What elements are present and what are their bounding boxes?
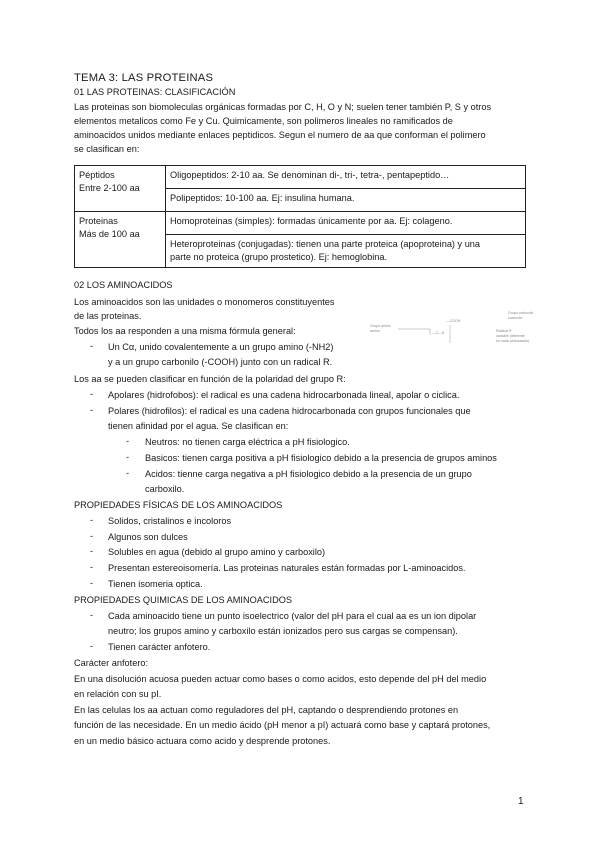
intro-line-1: Las proteinas son biomoleculas orgánicas formadas por C, H, O y N; suelen tener también P, S y otros (74, 102, 492, 112)
table-row (75, 212, 526, 235)
diagram-label: carboxilo (508, 316, 523, 320)
heteroproteinas-line-1: Heteroproteinas (conjugadas): tienen una parte proteica (apoproteina) y una (170, 239, 481, 249)
diagram-label: Grupo amino (370, 324, 391, 328)
section-heading-clasificacion: 01 LAS PROTEINAS: CLASIFICACIÓN (74, 87, 236, 97)
intro-line-3: aminoacidos unidos mediante enlaces peptidicos. Segun el numero de aa que conforman el polimero (74, 130, 486, 140)
diagram-label: en cada aminoacido) (496, 339, 530, 343)
bullet-dash: - (90, 546, 94, 556)
peptidos-range: Entre 2-100 aa (79, 182, 140, 193)
proteinas-range: Más de 100 aa (79, 228, 140, 239)
proteinas-label: Proteinas (79, 216, 118, 226)
acidos-line-1: Acidos: tienne carga negativa a pH fisiologico debido a la presencia de un grupo (145, 469, 472, 479)
anfotero-line-5: en un medio básico actuara como acido y desprende protones. (74, 736, 331, 746)
proteinas-cell (75, 212, 166, 268)
diagram-label: variable (diferente (496, 334, 525, 338)
anfotero-heading: Carácter anfotero: (74, 658, 149, 668)
aa-line-1: Los aminoacidos son las unidades o monomeros constituyentes (74, 297, 335, 307)
fisica-item: Algunos son dulces (108, 532, 188, 542)
bullet-dash: - (90, 515, 94, 525)
formula-line-2: y a un grupo carbonilo (-COOH) junto con un radical R. (108, 357, 333, 367)
amino-acid-structure-diagram (368, 305, 548, 365)
peptidos-cell (75, 166, 166, 212)
quimica-item-1-line-2: neutro; los grupos amino y carboxilo están ionizados pero sus cargas se compensan). (108, 626, 458, 636)
anfotero-line-1: En una disolución acuosa pueden actuar como bases o como acidos, esto depende del pH del medio (74, 674, 487, 684)
basicos-line: Basicos: tienen carga positiva a pH fisiologico debido a la presencia de grupos aminos (145, 453, 497, 463)
homoproteinas-cell: Homoproteinas (simples): formadas únicamente por aa. Ej: colageno. (166, 212, 526, 235)
section-heading-quimicas: PROPIEDADES QUIMICAS DE LOS AMINOACIDOS (74, 595, 292, 605)
page-number: 1 (518, 796, 524, 807)
bullet-dash: - (90, 578, 94, 588)
oligopeptidos-cell: Oligopeptidos: 2-10 aa. Se denominan di-, tri-, tetra-, pentapeptido… (166, 166, 526, 189)
quimica-item-1-line-1: Cada aminoacido tiene un punto isoelectrico (valor del pH para el cual aa es un ion dipolar (108, 611, 477, 621)
classify-line: Los aa se pueden clasificar en función de la polaridad del grupo R: (74, 374, 346, 384)
formula-line-1: Un Cα, unido covalentemente a un grupo amino (-NH2) (108, 342, 334, 352)
bullet-dash: - (126, 452, 130, 462)
neutros-line: Neutros: no tienen carga eléctrica a pH fisiologico. (145, 437, 350, 447)
bullet-dash: - (90, 641, 94, 651)
bullet-dash: - (90, 531, 94, 541)
table-row (75, 166, 526, 189)
anfotero-line-4: función de las necesidade. En un medio ácido (pH menor a pI) actuará como base y captará protones, (74, 720, 491, 730)
polares-line-1: Polares (hidrofilos): el radical es una cadena hidrocarbonada con grupos funcionales que (108, 406, 471, 416)
bullet-dash: - (90, 610, 94, 620)
bullet-dash: - (126, 468, 130, 478)
anfotero-line-3: En las celulas los aa actuan como reguladores del pH, captando o desprendiendo protones en (74, 705, 459, 715)
bullet-dash: - (126, 436, 130, 446)
diagram-label: amino (370, 329, 380, 333)
bullet-dash: - (90, 405, 94, 415)
classification-table (74, 165, 526, 268)
section-heading-fisicas: PROPIEDADES FÍSICAS DE LOS AMINOACIDOS (74, 500, 283, 510)
diagram-label: Radical R (496, 329, 512, 333)
intro-line-4: se clasifican en: (74, 144, 140, 154)
heteroproteinas-line-2: parte no proteica (grupo prostetico). Ej: hemoglobina. (170, 251, 388, 262)
document-title: TEMA 3: LAS PROTEINAS (74, 72, 214, 84)
polares-line-2: tienen afinidad por el agua. Se clasifican en: (108, 421, 289, 431)
diagram-label: Grupo carboxilo (508, 311, 534, 315)
fisica-item: Solidos, cristalinos e incoloros (108, 516, 232, 526)
acidos-line-2: carboxilo. (145, 484, 185, 494)
apolares-line: Apolares (hidrofobos): el radical es una cadena hidrocarbonada lineal, apolar o ciclica. (108, 390, 460, 400)
fisica-item: Tienen isomeria optica. (108, 579, 203, 589)
diagram-label: —COOH (446, 319, 461, 323)
polipeptidos-cell: Polipeptidos: 10-100 aa. Ej: insulina humana. (166, 189, 526, 212)
aa-line-3: Todos los aa responden a una misma fórmula general: (74, 326, 296, 336)
section-heading-aminoacidos: 02 LOS AMINOACIDOS (74, 280, 173, 290)
bullet-dash: - (90, 341, 94, 351)
fisica-item: Presentan estereoisomería. Las proteinas naturales están formadas por L-aminoacidos. (108, 563, 466, 573)
peptidos-label: Péptidos (79, 170, 115, 180)
heteroproteinas-cell (166, 235, 526, 268)
anfotero-line-2: en relación con su pI. (74, 689, 162, 699)
bullet-dash: - (90, 389, 94, 399)
quimica-item-2: Tienen carácter anfotero. (108, 642, 211, 652)
bullet-dash: - (90, 562, 94, 572)
intro-line-2: elementos metalicos como Fe y Cu. Quimicamente, son polimeros lineales no ramificados de (74, 116, 453, 126)
fisica-item: Solubles en agua (debido al grupo amino y carboxilo) (108, 547, 326, 557)
diagram-label: —C—H (432, 331, 445, 335)
aa-line-2: de las proteinas. (74, 311, 142, 321)
